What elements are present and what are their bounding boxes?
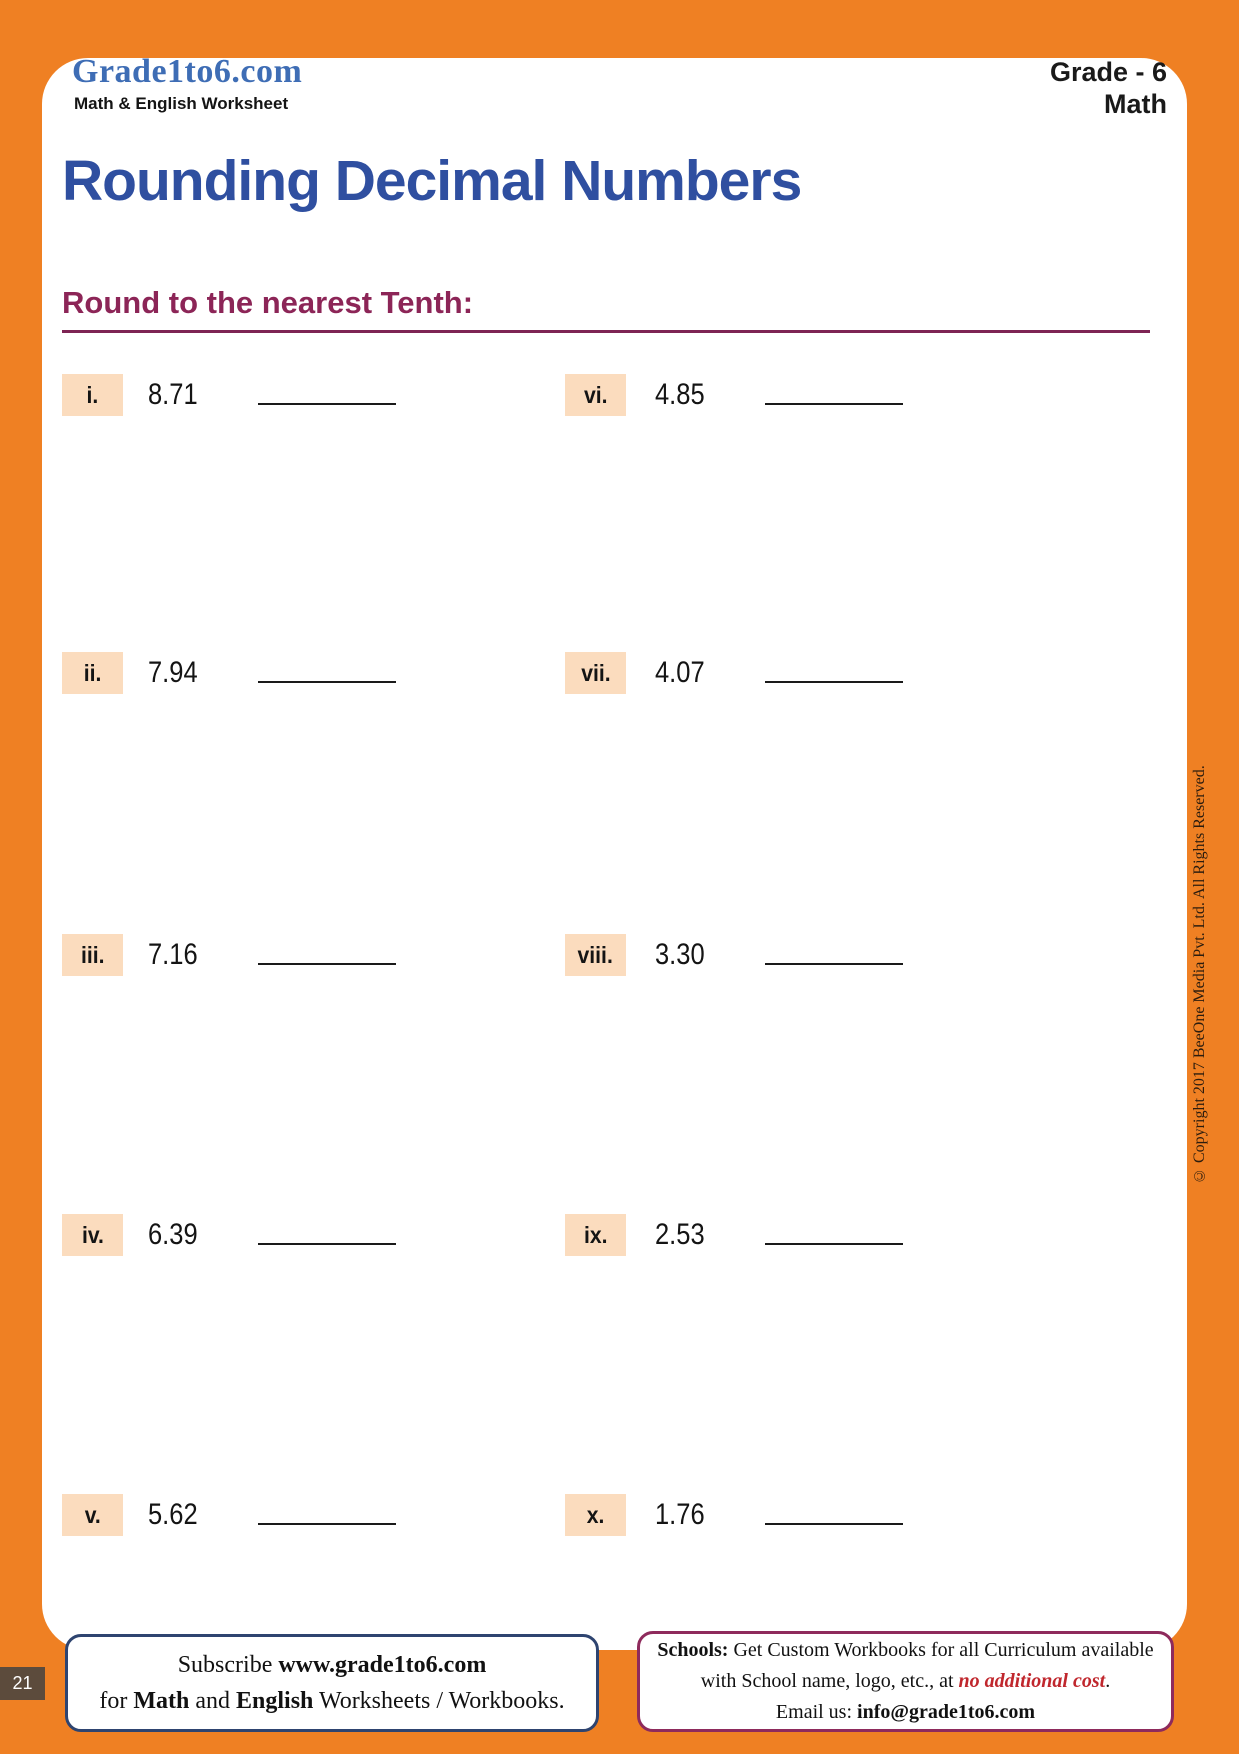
schools-line1 — [657, 1635, 1153, 1666]
schools-label: Schools: — [657, 1639, 729, 1661]
site-url-link[interactable]: www.grade1to6.com — [278, 1652, 487, 1678]
problem-label: ii. — [83, 659, 102, 686]
answer-blank — [765, 1243, 903, 1245]
footer-schools-box — [637, 1631, 1174, 1732]
schools-text2: with School name, logo, etc., at — [700, 1670, 959, 1692]
subscribe-line2 — [99, 1683, 564, 1719]
subject-line: Math — [1104, 89, 1167, 119]
problem-value: 4.07 — [655, 656, 705, 689]
section-heading: Round to the nearest Tenth: — [62, 285, 474, 320]
problem-label: iii. — [80, 941, 105, 968]
problem-label-box — [62, 1214, 123, 1256]
answer-blank — [258, 1523, 396, 1525]
problem-label: v. — [84, 1501, 101, 1528]
subscribe-text2: for — [99, 1688, 134, 1714]
schools-line2 — [701, 1666, 1110, 1697]
answer-blank — [765, 681, 903, 683]
grade-label — [1050, 56, 1167, 120]
math-word: Math — [133, 1688, 190, 1714]
footer-subscribe-box — [65, 1634, 599, 1732]
email-us-text: Email us: — [775, 1701, 858, 1723]
answer-blank — [258, 1243, 396, 1245]
answer-blank — [765, 1523, 903, 1525]
schools-line3 — [776, 1697, 1035, 1728]
problem-value: 6.39 — [148, 1218, 198, 1251]
problem-label-box — [565, 1214, 626, 1256]
answer-blank — [258, 963, 396, 965]
email-link[interactable]: info@grade1to6.com — [857, 1701, 1036, 1723]
problem-value: 2.53 — [655, 1218, 705, 1251]
problem-value: 7.94 — [148, 656, 198, 689]
problem-label-box — [565, 374, 626, 416]
schools-period: . — [1105, 1670, 1111, 1692]
problem-label-box — [62, 652, 123, 694]
section-divider — [62, 330, 1150, 333]
problem-label: ix. — [583, 1221, 608, 1248]
no-additional-cost-highlight: no additional cost — [958, 1670, 1106, 1692]
grade-line: Grade - 6 — [1049, 57, 1167, 87]
problem-label: viii. — [577, 941, 614, 968]
answer-blank — [765, 963, 903, 965]
and-word: and — [189, 1688, 236, 1714]
problem-label-box — [62, 374, 123, 416]
page-title: Rounding Decimal Numbers — [62, 149, 802, 213]
worksheets-word: Worksheets / Workbooks. — [313, 1688, 565, 1714]
english-word: English — [236, 1688, 314, 1714]
site-tagline: Math & English Worksheet — [74, 94, 289, 113]
problem-label-box — [62, 1494, 123, 1536]
answer-blank — [258, 403, 396, 405]
problem-label: i. — [86, 381, 99, 408]
problem-label: x. — [586, 1501, 605, 1528]
problem-label: iv. — [81, 1221, 104, 1248]
problem-value: 5.62 — [148, 1498, 198, 1531]
problem-label-box — [565, 1494, 626, 1536]
problem-label: vii. — [580, 659, 611, 686]
problem-label-box — [565, 652, 626, 694]
problem-value: 4.85 — [655, 378, 705, 411]
subscribe-text: Subscribe — [177, 1652, 279, 1678]
problem-value: 3.30 — [655, 938, 705, 971]
problem-label-box — [565, 934, 626, 976]
schools-text1: Get Custom Workbooks for all Curriculum available — [728, 1639, 1154, 1661]
problem-label: vi. — [583, 381, 608, 408]
problem-value: 8.71 — [148, 378, 198, 411]
answer-blank — [765, 403, 903, 405]
page-number-badge: 21 — [0, 1667, 45, 1700]
copyright-vertical-text: © Copyright 2017 BeeOne Media Pvt. Ltd. All Rights Reserved. — [1191, 765, 1208, 1184]
problem-label-box — [62, 934, 123, 976]
answer-blank — [258, 681, 396, 683]
subscribe-line1 — [178, 1647, 487, 1683]
site-logo: Grade1to6.com — [72, 53, 303, 90]
problem-value: 7.16 — [148, 938, 198, 971]
problem-value: 1.76 — [655, 1498, 705, 1531]
